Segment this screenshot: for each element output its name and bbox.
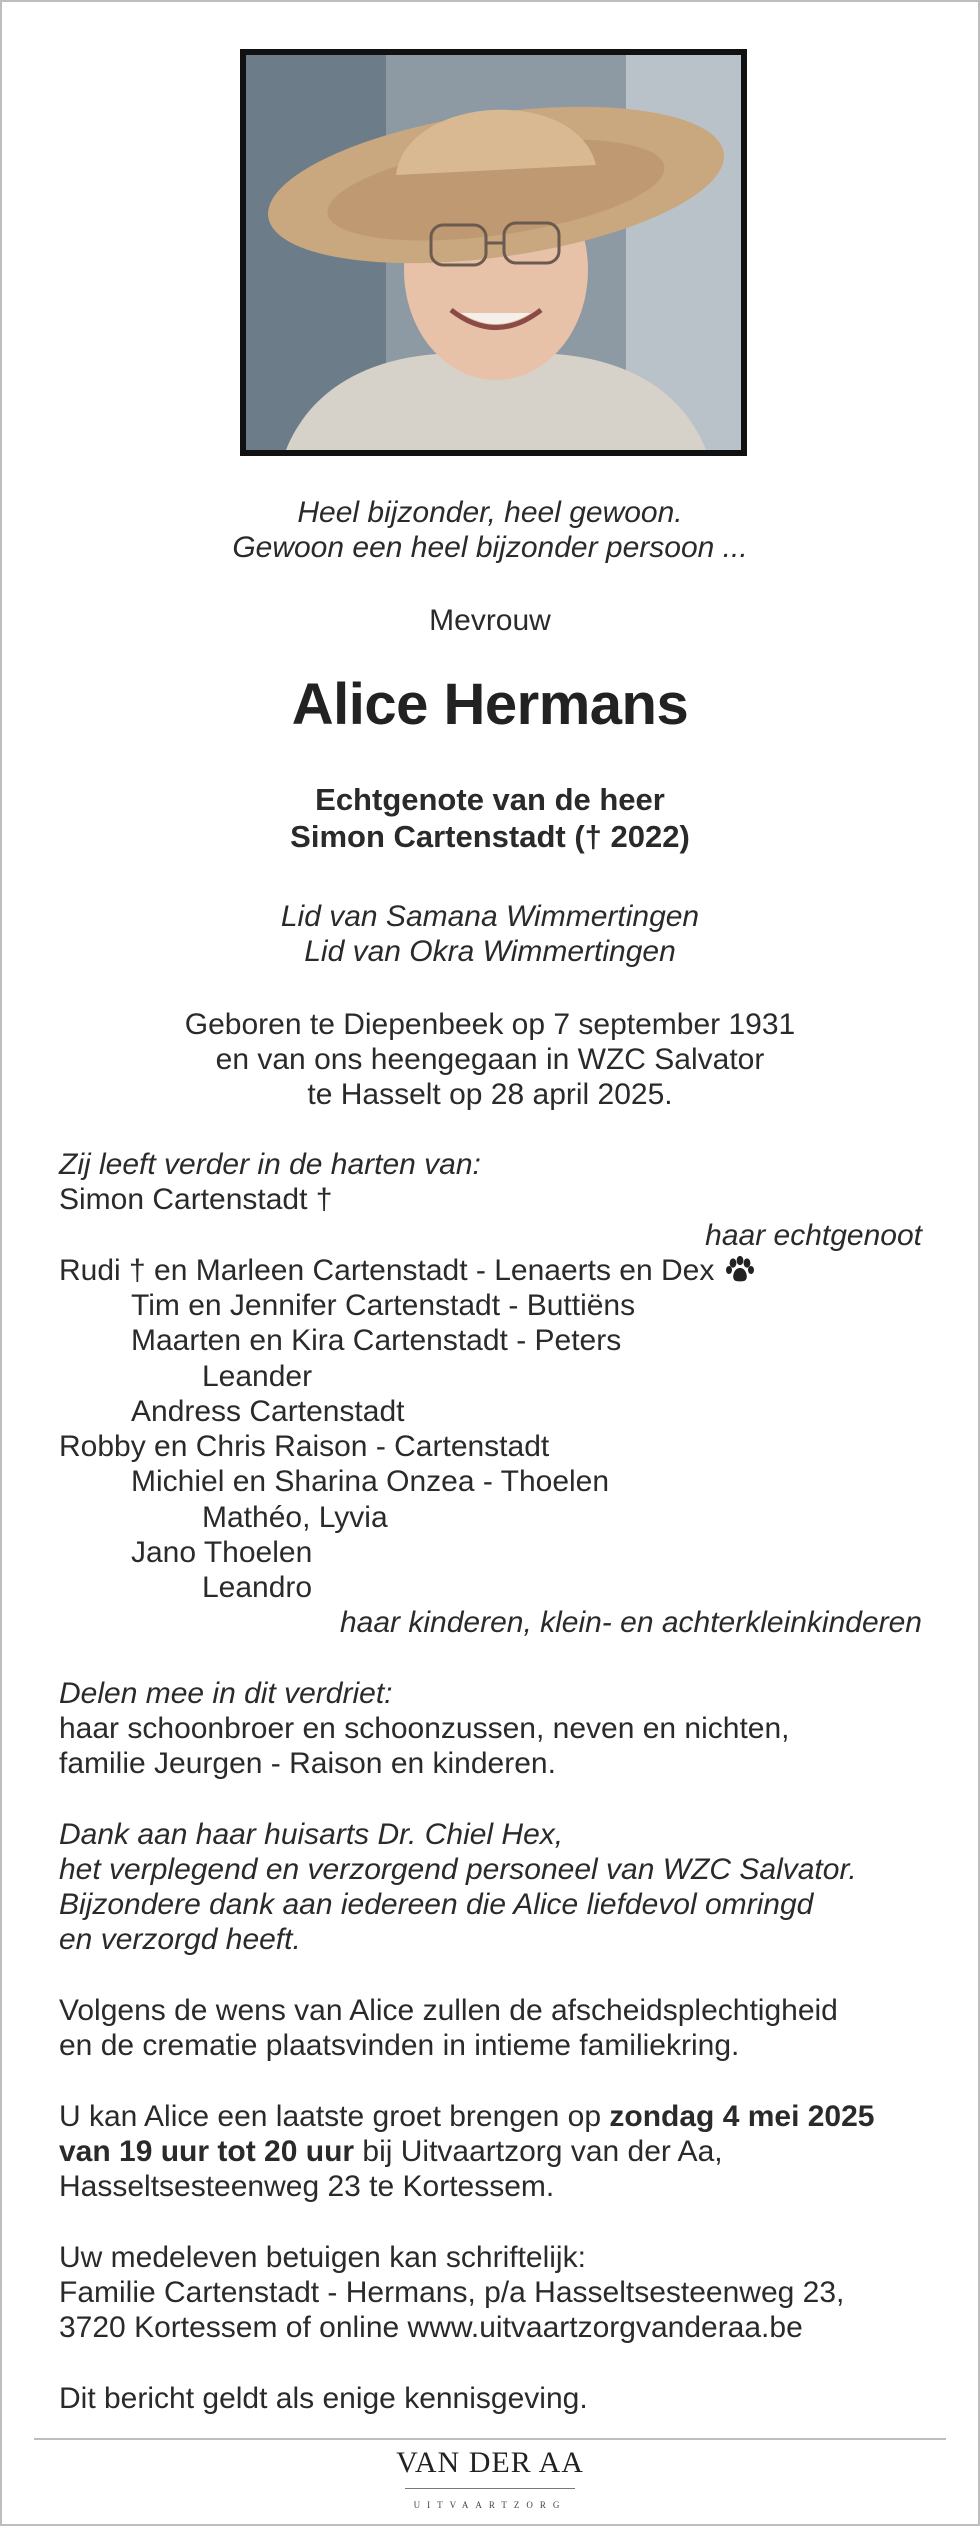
portrait-illustration — [246, 55, 741, 450]
family-line: Mathéo, Lyvia — [202, 1501, 388, 1534]
funeral-home-logo — [2, 2446, 978, 2512]
birth-line-2: en van ons heengegaan in WZC Salvator — [215, 1043, 765, 1076]
salutation: Mevrouw — [429, 604, 551, 637]
intro-line-1: Heel bijzonder, heel gewoon. — [297, 496, 683, 529]
spouse-line-2: Simon Cartenstadt († 2022) — [290, 819, 690, 854]
condolence-line: 3720 Kortessem of online www.uitvaartzorgvanderaa.be — [59, 2311, 803, 2344]
family-line: Andress Cartenstadt — [131, 1395, 405, 1428]
thanks-line: Bijzondere dank aan iedereen die Alice liefdevol omringd — [59, 1888, 814, 1921]
family-role: haar kinderen, klein- en achterkleinkinderen — [339, 1606, 922, 1639]
family-line-text: Rudi † en Marleen Cartenstadt - Lenaerts en Dex — [59, 1254, 715, 1287]
family-line: Robby en Chris Raison - Cartenstadt — [59, 1430, 550, 1463]
logo-rule — [2, 2480, 978, 2498]
family-line: Leandro — [202, 1571, 313, 1604]
logo-sub-text: UITVAARTZORG — [413, 2500, 567, 2510]
membership-1: Lid van Samana Wimmertingen — [280, 900, 700, 933]
family-line: Jano Thoelen — [131, 1536, 313, 1569]
grief-heading: Delen mee in dit verdriet: — [59, 1677, 393, 1710]
family-line: Michiel en Sharina Onzea - Thoelen — [131, 1465, 610, 1498]
paw-icon — [725, 1256, 755, 1284]
thanks-line: het verplegend en verzorgend personeel van WZC Salvator. — [59, 1853, 857, 1886]
family-line: Maarten en Kira Cartenstadt - Peters — [131, 1324, 622, 1357]
family-heading: Zij leeft verder in de harten van: — [59, 1148, 481, 1181]
notice: Dit bericht geldt als enige kennisgeving. — [59, 2382, 588, 2415]
thanks-line: en verzorgd heeft. — [59, 1923, 301, 1956]
wish-line: en de crematie plaatsvinden in intieme familiekring. — [59, 2029, 740, 2062]
condolence-line: Uw medeleven betuigen kan schriftelijk: — [59, 2241, 586, 2274]
family-spouse-role: haar echtgenoot — [705, 1219, 922, 1252]
family-spouse-line: Simon Cartenstadt † — [59, 1183, 333, 1216]
footer-divider — [34, 2438, 946, 2440]
visit-line-1 — [59, 2099, 874, 2134]
birth-line-3: te Hasselt op 28 april 2025. — [307, 1078, 673, 1111]
grief-line: familie Jeurgen - Raison en kinderen. — [59, 1747, 556, 1780]
portrait-photo — [246, 55, 741, 450]
visit-pre: U kan Alice een laatste groet brengen op — [59, 2100, 610, 2133]
birth-line-1: Geboren te Diepenbeek op 7 september 1931 — [184, 1008, 796, 1041]
logo-main-text: VAN DER AA — [396, 2446, 584, 2479]
intro-line-2: Gewoon een heel bijzonder persoon ... — [232, 531, 748, 564]
deceased-name: Alice Hermans — [291, 672, 689, 737]
wish-line: Volgens de wens van Alice zullen de afscheidsplechtigheid — [59, 1994, 838, 2027]
family-line: Leander — [202, 1360, 313, 1393]
membership-2: Lid van Okra Wimmertingen — [304, 935, 676, 968]
family-line: Tim en Jennifer Cartenstadt - Buttiëns — [131, 1289, 636, 1322]
visit-address: Hasseltsesteenweg 23 te Kortessem. — [59, 2170, 555, 2203]
visit-time: van 19 uur tot 20 uur — [59, 2135, 355, 2168]
portrait-frame — [240, 49, 747, 456]
family-line — [59, 1253, 755, 1288]
visit-post: bij Uitvaartzorg van der Aa, — [354, 2135, 723, 2168]
spouse-line-1: Echtgenote van de heer — [315, 782, 665, 817]
visit-line-2 — [59, 2134, 723, 2169]
thanks-line: Dank aan haar huisarts Dr. Chiel Hex, — [59, 1818, 564, 1851]
visit-date: zondag 4 mei 2025 — [609, 2100, 875, 2133]
condolence-line: Familie Cartenstadt - Hermans, p/a Hasseltsesteenweg 23, — [59, 2276, 845, 2309]
grief-line: haar schoonbroer en schoonzussen, neven en nichten, — [59, 1712, 790, 1745]
